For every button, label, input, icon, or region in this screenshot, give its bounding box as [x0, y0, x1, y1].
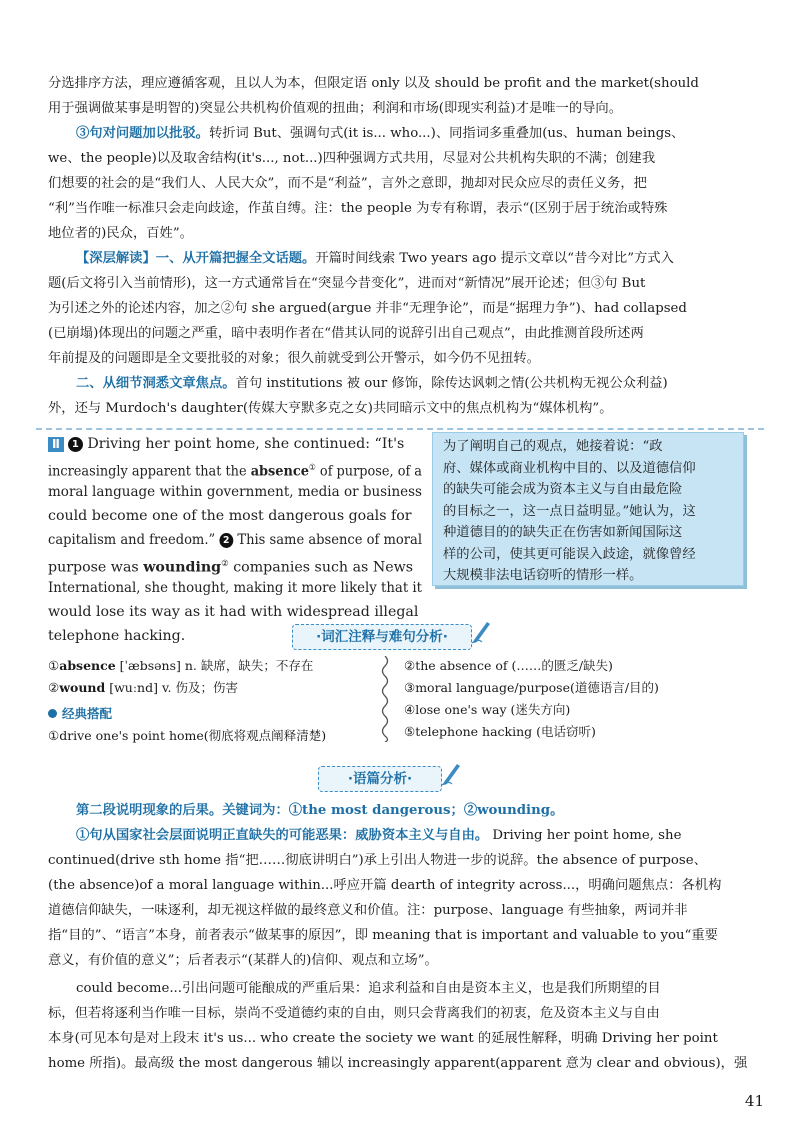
- text-line: ①句从国家社会层面说明正直缺失的可能恶果：威胁资本主义与自由。 Driving her point home, she: [76, 828, 682, 843]
- text-line: 指“目的”、“语言”本身，前者表示“做某事的原因”，即 meaning that is important and valuable to you“重要: [48, 928, 718, 943]
- divider: [36, 428, 764, 430]
- paragraph-tag: Ⅱ: [48, 437, 64, 452]
- passage-line: telephone hacking.: [48, 628, 186, 644]
- text-line: (已崩塌)体现出的问题之严重，暗中表明作者在“借其认同的说辞引出自己观点”，由此推测首段所述两: [48, 326, 644, 341]
- text-line: home 所指)。最高级 the most dangerous 辅以 increasingly apparent(apparent 意为 clear and obvious)，强: [48, 1056, 748, 1071]
- translation-line: 的目标之一，这一点日益明显。”她认为，这: [443, 503, 696, 519]
- translation-line: 样的公司，使其更可能误入歧途，就像曾经: [443, 546, 696, 562]
- passage-line: Ⅱ 1 Driving her point home, she continued: “It's: [48, 434, 404, 454]
- text-line: 地位者的)民众，百姓”。: [48, 226, 193, 241]
- bullet-icon: [48, 709, 57, 718]
- passage-line: would lose its way as it had with widespread illegal: [48, 604, 419, 620]
- text-line: 意义，有价值的意义”；后者表示“(某群人的)信仰、观点和立场”。: [48, 953, 438, 968]
- vocab-entry: ①absence [ˈæbsəns] n. 缺席，缺失；不存在: [48, 658, 314, 673]
- text-line: 分选排序方法，理应遵循客观，且以人为本，但限定语 only 以及 should be profit and the market(should: [48, 76, 699, 91]
- sentence-number: 1: [68, 437, 83, 452]
- text-line: 年前提及的问题即是全文要批驳的对象；很久前就受到公开警示，如今仍不见扭转。: [48, 351, 540, 366]
- translation-line: 大规模非法电话窃听的情形一样。: [443, 568, 643, 583]
- analysis-banner: ·语篇分析·: [318, 766, 442, 792]
- text-line: 用于强调做某事是明智的)突显公共机构价值观的扭曲；利润和市场(即现实利益)才是唯一的导向。: [48, 101, 623, 116]
- text-line: 本身(可见本句是对上段末 it's us... who create the society we want 的延展性解释，明确 Driving her point: [48, 1031, 718, 1046]
- vocab-entry: ⑤telephone hacking (电话窃听): [404, 724, 596, 739]
- passage-line: could become one of the most dangerous goals for: [48, 508, 412, 524]
- page-number: 41: [744, 1092, 764, 1110]
- passage-line: increasingly apparent that the absence① of purpose, of a: [48, 463, 422, 480]
- text-line: continued(drive sth home 指“把……彻底讲明白”)承上引出人物进一步的说辞。the absence of purpose、: [48, 853, 707, 868]
- vocab-entry: ②wound [wuːnd] v. 伤及；伤害: [48, 680, 238, 695]
- vocab-entry: ③moral language/purpose(道德语言/目的): [404, 680, 659, 695]
- text-line: (the absence)of a moral language within...呼应开篇 dearth of integrity across...，明确问题焦点：各机构: [48, 878, 722, 893]
- translation-line: 为了阐明自己的观点，她接着说：“政: [443, 439, 663, 454]
- separator-decoration: [378, 656, 392, 742]
- text-line: 们想要的社会的是“我们人、人民大众”，而不是“利益”，言外之意即，抛却对民众应尽的责任义务，把: [48, 176, 647, 191]
- text-line: 【深层解读】一、从开篇把握全文话题。开篇时间线索 Two years ago 提示文章以“昔今对比”方式入: [76, 251, 674, 266]
- collocation-entry: ①drive one's point home(彻底将观点阐释清楚): [48, 728, 327, 743]
- passage-line: capitalism and freedom.” 2 This same absence of moral: [48, 532, 422, 548]
- text-line: ③句对问题加以批驳。转折词 But、强调句式(it is... who...)、同指词多重叠加(us、human beings、: [76, 126, 685, 141]
- deep-reading-tag: 【深层解读】: [76, 251, 156, 266]
- passage-line: moral language within government, media or business: [48, 484, 422, 500]
- text-line: 题(后文将引入当前情形)，这一方式通常旨在“突显今昔变化”，进而对“新情况”展开论述；但③句 But: [48, 276, 646, 291]
- pen-icon: [440, 760, 462, 786]
- translation-line: 种道德目的的缺失正在伤害如新闻国际这: [443, 525, 683, 540]
- translation-line: 的缺失可能会成为资本主义与自由最危险: [443, 482, 683, 497]
- text-line: could become...引出问题可能酿成的严重后果：追求利益和自由是资本主义，也是我们所期望的目: [76, 981, 661, 996]
- text-line: 标，但若将逐利当作唯一目标，崇尚不受道德约束的自由，则只会背离我们的初衷，危及资本主义与自由: [48, 1006, 660, 1021]
- text-line: we、the people)以及取舍结构(it's..., not...)四种强调方式共用，尽显对公共机构失职的不满；创建我: [48, 151, 656, 166]
- translation-box: [432, 432, 744, 586]
- vocab-banner: ·词汇注释与难句分析·: [292, 624, 472, 650]
- vocab-entry: ②the absence of (……的匮乏/缺失): [404, 658, 613, 673]
- text-line: “利”当作唯一标准只会走向歧途，作茧自缚。注：the people 为专有称谓，表示“(区别于居于统治或特殊: [48, 201, 668, 216]
- text-line: 道德信仰缺失，一味逐利，却无视这样做的最终意义和价值。注：purpose、language 有些抽象，两词并非: [48, 903, 688, 918]
- translation-line: 府、媒体或商业机构中目的、以及道德信仰: [443, 460, 696, 476]
- vocab-entry: ④lose one's way (迷失方向): [404, 702, 571, 717]
- pen-icon: [470, 618, 492, 644]
- point3-lead: ③句对问题加以批驳。: [76, 126, 209, 141]
- collocation-title: 经典搭配: [48, 704, 112, 724]
- passage-line: International, she thought, making it more likely that it: [48, 580, 422, 596]
- sentence-number: 2: [219, 533, 233, 548]
- text-line: 外，还与 Murdoch's daughter(传媒大亨默多克之女)共同暗示文中的焦点机构为“媒体机构”。: [48, 401, 613, 416]
- text-line: 为引述之外的论述内容，加之②句 she argued(argue 并非“无理争论”，而是“据理力争”)、had collapsed: [48, 301, 687, 316]
- analysis-heading: 第二段说明现象的后果。关键词为：①the most dangerous；②wounding。: [76, 803, 564, 818]
- passage-line: purpose was wounding② companies such as News: [48, 559, 414, 576]
- text-line: 二、从细节洞悉文章焦点。首句 institutions 被 our 修饰，除传达讽刺之情(公共机构无视公众利益): [76, 376, 668, 391]
